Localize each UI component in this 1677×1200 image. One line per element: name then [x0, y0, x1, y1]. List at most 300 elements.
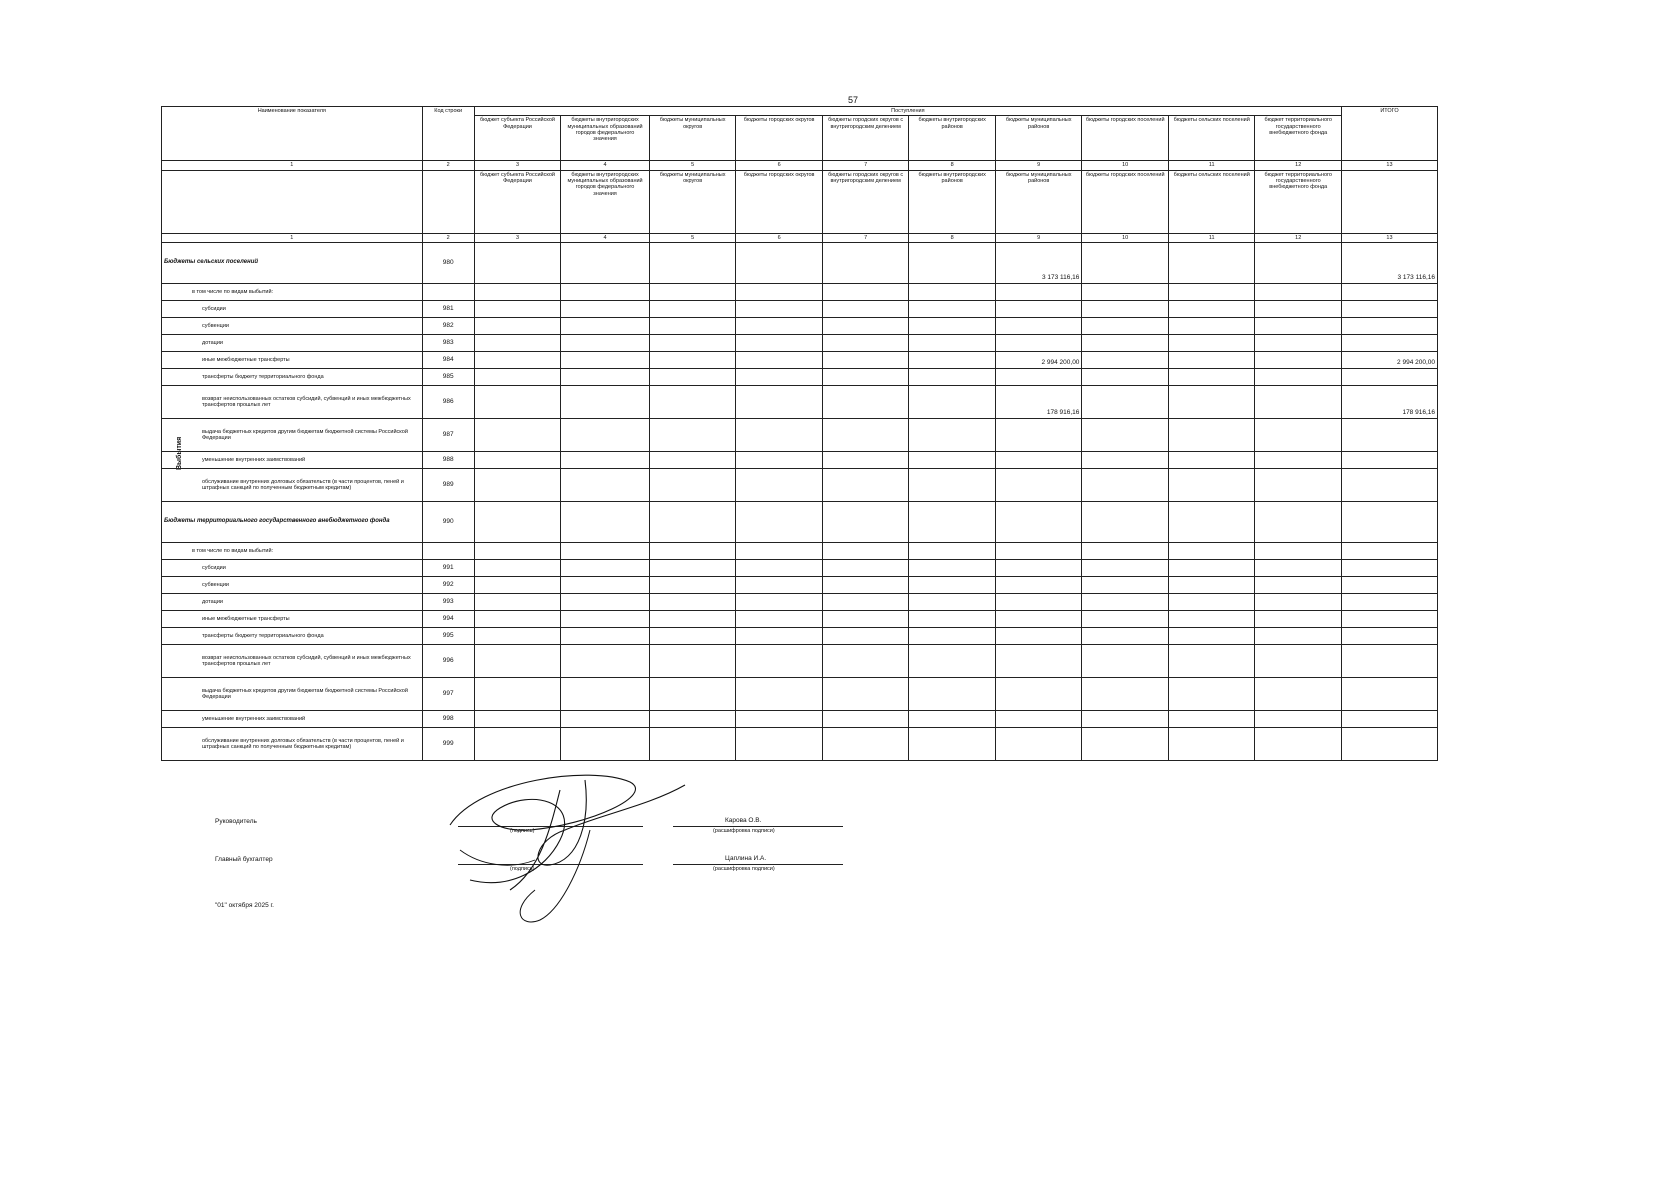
empty-cell: [1341, 300, 1437, 317]
empty-cell: [1255, 501, 1342, 542]
budget-column-header: бюджеты внутригородских муниципальных образований городов федерального значения: [561, 170, 650, 233]
table-row: [162, 542, 1438, 559]
row-name: дотации: [162, 334, 423, 351]
empty-cell: [736, 385, 823, 418]
empty-cell: [1082, 710, 1169, 727]
empty-cell: [474, 710, 561, 727]
empty-cell: [649, 317, 736, 334]
empty-cell: [1082, 283, 1169, 300]
accountant-sig-caption: (подпись): [510, 866, 535, 872]
total-column-header: ИТОГО: [1341, 107, 1437, 161]
empty-cell: [909, 559, 996, 576]
empty-cell: [995, 501, 1082, 542]
column-number: 10: [1082, 233, 1169, 242]
table-row: [162, 451, 1438, 468]
empty-cell: [909, 242, 996, 283]
empty-cell: [909, 418, 996, 451]
empty-cell: [1341, 334, 1437, 351]
empty-cell: [561, 627, 650, 644]
row-code: 994: [422, 610, 474, 627]
column-number: 11: [1168, 161, 1255, 170]
empty-cell: [649, 593, 736, 610]
name-column-header: Наименование показателя: [162, 107, 423, 161]
empty-cell: [649, 385, 736, 418]
row-code: 986: [422, 385, 474, 418]
empty-cell: [1255, 351, 1342, 368]
column-number: 9: [995, 161, 1082, 170]
total-column-header: [1341, 170, 1437, 233]
empty-cell: [561, 368, 650, 385]
empty-cell: [1255, 677, 1342, 710]
row-code: 985: [422, 368, 474, 385]
empty-cell: [1168, 283, 1255, 300]
empty-cell: [1168, 242, 1255, 283]
empty-cell: [995, 300, 1082, 317]
empty-cell: [909, 317, 996, 334]
row-name: субсидии: [162, 559, 423, 576]
column-number: 13: [1341, 233, 1437, 242]
empty-cell: [474, 242, 561, 283]
empty-cell: [1168, 559, 1255, 576]
empty-cell: [1341, 418, 1437, 451]
empty-cell: [1341, 468, 1437, 501]
empty-cell: [561, 710, 650, 727]
table-row: [162, 677, 1438, 710]
empty-cell: [736, 300, 823, 317]
empty-cell: [822, 351, 909, 368]
budget-column-header: бюджеты внутригородских муниципальных образований городов федерального значения: [561, 116, 650, 161]
row-name: возврат неиспользованных остатков субсидий, субвенций и иных межбюджетных трансфертов прошлых лет: [162, 644, 423, 677]
empty-cell: [1082, 542, 1169, 559]
empty-cell: [736, 451, 823, 468]
empty-cell: [561, 559, 650, 576]
table-row: [162, 418, 1438, 451]
row-code: 989: [422, 468, 474, 501]
empty-cell: [995, 710, 1082, 727]
empty-cell: [1168, 334, 1255, 351]
empty-cell: [1168, 677, 1255, 710]
empty-cell: [736, 627, 823, 644]
empty-cell: [474, 317, 561, 334]
empty-cell: [1082, 677, 1169, 710]
empty-cell: [1255, 542, 1342, 559]
empty-cell: [736, 418, 823, 451]
empty-cell: [561, 418, 650, 451]
row-code: 996: [422, 644, 474, 677]
empty-cell: [1082, 334, 1169, 351]
empty-cell: [561, 300, 650, 317]
empty-cell: [561, 451, 650, 468]
table-row: [162, 368, 1438, 385]
empty-cell: [1341, 451, 1437, 468]
budget-column-header: бюджеты муниципальных районов: [995, 170, 1082, 233]
empty-cell: [1082, 644, 1169, 677]
empty-cell: [1082, 559, 1169, 576]
empty-cell: [561, 677, 650, 710]
empty-cell: [1341, 559, 1437, 576]
empty-cell: [649, 242, 736, 283]
empty-cell: [474, 334, 561, 351]
empty-cell: [995, 283, 1082, 300]
budget-column-header: бюджеты муниципальных районов: [995, 116, 1082, 161]
amount-cell: 3 173 116,16: [995, 242, 1082, 283]
amount-cell: 178 916,16: [1341, 385, 1437, 418]
budget-column-header: бюджеты муниципальных округов: [649, 170, 736, 233]
empty-cell: [909, 627, 996, 644]
empty-cell: [736, 593, 823, 610]
empty-cell: [1255, 576, 1342, 593]
table-row: [162, 468, 1438, 501]
empty-cell: [909, 368, 996, 385]
empty-cell: [736, 468, 823, 501]
empty-cell: [1255, 317, 1342, 334]
table-row: [162, 610, 1438, 627]
row-code: 995: [422, 627, 474, 644]
empty-cell: [474, 727, 561, 760]
row-code: [422, 542, 474, 559]
empty-cell: [649, 559, 736, 576]
empty-cell: [561, 242, 650, 283]
row-code: 982: [422, 317, 474, 334]
empty-cell: [995, 644, 1082, 677]
column-number: 5: [649, 233, 736, 242]
empty-cell: [1255, 710, 1342, 727]
accountant-label: Главный бухгалтер: [215, 856, 273, 863]
empty-cell: [736, 368, 823, 385]
accountant-name: Цаплина И.А.: [725, 855, 767, 862]
empty-cell: [1168, 627, 1255, 644]
empty-cell: [1082, 418, 1169, 451]
empty-cell: [736, 727, 823, 760]
empty-cell: [1168, 317, 1255, 334]
section-row: [162, 242, 1438, 283]
empty-cell: [995, 334, 1082, 351]
empty-cell: [909, 385, 996, 418]
empty-cell: [649, 300, 736, 317]
empty-cell: [1168, 451, 1255, 468]
empty-cell: [561, 283, 650, 300]
budget-column-header: бюджеты городских округов: [736, 170, 823, 233]
code-column-header: Код строки: [422, 107, 474, 161]
empty-cell: [736, 283, 823, 300]
empty-cell: [1168, 300, 1255, 317]
table-row: [162, 593, 1438, 610]
empty-cell: [736, 317, 823, 334]
empty-cell: [649, 627, 736, 644]
empty-cell: [822, 542, 909, 559]
empty-cell: [649, 501, 736, 542]
header-row: [162, 107, 1438, 116]
handwritten-signature: [440, 770, 690, 930]
empty-cell: [1168, 385, 1255, 418]
empty-cell: [649, 542, 736, 559]
empty-cell: [995, 451, 1082, 468]
table-row: [162, 317, 1438, 334]
empty-cell: [649, 710, 736, 727]
budget-column-header: бюджеты сельских поселений: [1168, 170, 1255, 233]
empty-cell: [822, 242, 909, 283]
empty-cell: [822, 627, 909, 644]
empty-cell: [1341, 677, 1437, 710]
empty-cell: [909, 468, 996, 501]
row-name: выдача бюджетных кредитов другим бюджетам бюджетной системы Российской Федерации: [162, 418, 423, 451]
empty-cell: [1082, 576, 1169, 593]
report-date: "01" октября 2025 г.: [215, 902, 274, 909]
empty-cell: [561, 334, 650, 351]
empty-cell: [995, 576, 1082, 593]
empty-cell: [649, 644, 736, 677]
empty-cell: [474, 418, 561, 451]
table-row: [162, 385, 1438, 418]
budget-column-header: бюджеты городских округов с внутригородским делением: [822, 116, 909, 161]
column-number: 2: [422, 161, 474, 170]
row-name: субвенции: [162, 576, 423, 593]
empty-cell: [822, 334, 909, 351]
empty-cell: [561, 593, 650, 610]
empty-cell: [1168, 542, 1255, 559]
side-label-outflows: Выбытия: [176, 436, 183, 470]
row-code: [422, 283, 474, 300]
empty-cell: [474, 351, 561, 368]
row-name: выдача бюджетных кредитов другим бюджетам бюджетной системы Российской Федерации: [162, 677, 423, 710]
column-number: 9: [995, 233, 1082, 242]
empty-cell: [561, 727, 650, 760]
empty-cell: [1341, 727, 1437, 760]
empty-cell: [474, 576, 561, 593]
empty-cell: [561, 385, 650, 418]
empty-cell: [909, 542, 996, 559]
empty-cell: [995, 368, 1082, 385]
row-code: 983: [422, 334, 474, 351]
empty-cell: [649, 576, 736, 593]
column-number: 6: [736, 233, 823, 242]
budget-column-header: бюджет субъекта Российской Федерации: [474, 116, 561, 161]
empty-cell: [1082, 368, 1169, 385]
table-row: [162, 644, 1438, 677]
empty-cell: [1082, 727, 1169, 760]
row-code: 987: [422, 418, 474, 451]
amount-cell: 2 994 200,00: [995, 351, 1082, 368]
row-name: иные межбюджетные трансферты: [162, 610, 423, 627]
empty-cell: [1168, 644, 1255, 677]
empty-cell: [995, 593, 1082, 610]
row-name: обслуживание внутренних долговых обязательств (в части процентов, пеней и штрафных санкций по полученным бюджетным кредитам): [162, 727, 423, 760]
empty-cell: [1082, 501, 1169, 542]
row-code: 990: [422, 501, 474, 542]
empty-cell: [822, 644, 909, 677]
empty-cell: [736, 610, 823, 627]
empty-cell: [1082, 610, 1169, 627]
empty-cell: [474, 559, 561, 576]
header-row: [162, 170, 1438, 233]
empty-cell: [1341, 283, 1437, 300]
table-row: [162, 627, 1438, 644]
empty-cell: [561, 468, 650, 501]
row-name: в том числе по видам выбытий:: [162, 283, 423, 300]
row-code: 988: [422, 451, 474, 468]
column-number: 5: [649, 161, 736, 170]
empty-cell: [1255, 593, 1342, 610]
empty-cell: [1255, 610, 1342, 627]
empty-cell: [1341, 610, 1437, 627]
empty-cell: [822, 710, 909, 727]
table-row: [162, 576, 1438, 593]
empty-cell: [561, 644, 650, 677]
amount-cell: 3 173 116,16: [1341, 242, 1437, 283]
head-name: Карова О.В.: [725, 817, 762, 824]
row-code: 999: [422, 727, 474, 760]
empty-cell: [1168, 593, 1255, 610]
empty-cell: [995, 468, 1082, 501]
empty-cell: [1082, 385, 1169, 418]
empty-cell: [474, 468, 561, 501]
empty-cell: [474, 368, 561, 385]
table-row: [162, 710, 1438, 727]
empty-cell: [474, 593, 561, 610]
column-number: 1: [162, 161, 423, 170]
empty-cell: [649, 677, 736, 710]
accountant-name-caption: (расшифровка подписи): [713, 866, 775, 872]
row-code: 980: [422, 242, 474, 283]
empty-cell: [1255, 644, 1342, 677]
row-code: 993: [422, 593, 474, 610]
empty-cell: [822, 576, 909, 593]
table-row: [162, 300, 1438, 317]
receipts-group-header: Поступления: [474, 107, 1341, 116]
empty-cell: [1168, 727, 1255, 760]
budget-column-header: бюджеты внутригородских районов: [909, 170, 996, 233]
empty-cell: [1082, 242, 1169, 283]
column-number: 12: [1255, 161, 1342, 170]
budget-column-header: бюджеты внутригородских районов: [909, 116, 996, 161]
empty-cell: [649, 368, 736, 385]
row-name: Бюджеты сельских поселений: [162, 242, 423, 283]
table-row: [162, 334, 1438, 351]
empty-cell: [474, 542, 561, 559]
row-name: уменьшение внутренних заимствований: [162, 451, 423, 468]
empty-cell: [1255, 300, 1342, 317]
empty-cell: [909, 644, 996, 677]
budget-column-header: бюджеты городских поселений: [1082, 170, 1169, 233]
empty-cell: [1341, 501, 1437, 542]
budget-column-header: бюджет субъекта Российской Федерации: [474, 170, 561, 233]
empty-cell: [822, 501, 909, 542]
empty-cell: [1341, 368, 1437, 385]
name-column-header: [162, 170, 423, 233]
empty-cell: [822, 300, 909, 317]
report-table: [161, 106, 1438, 761]
column-number-row: [162, 233, 1438, 242]
empty-cell: [995, 559, 1082, 576]
budget-column-header: бюджеты городских поселений: [1082, 116, 1169, 161]
empty-cell: [909, 677, 996, 710]
empty-cell: [822, 368, 909, 385]
empty-cell: [474, 644, 561, 677]
column-number: 1: [162, 233, 423, 242]
empty-cell: [1255, 468, 1342, 501]
budget-column-header: бюджеты городских округов: [736, 116, 823, 161]
empty-cell: [995, 627, 1082, 644]
empty-cell: [649, 283, 736, 300]
empty-cell: [736, 542, 823, 559]
head-name-caption: (расшифровка подписи): [713, 828, 775, 834]
empty-cell: [1341, 576, 1437, 593]
column-number: 13: [1341, 161, 1437, 170]
empty-cell: [649, 351, 736, 368]
empty-cell: [909, 300, 996, 317]
empty-cell: [1255, 559, 1342, 576]
empty-cell: [995, 727, 1082, 760]
budget-column-header: бюджеты муниципальных округов: [649, 116, 736, 161]
table-row: [162, 351, 1438, 368]
empty-cell: [822, 610, 909, 627]
empty-cell: [649, 610, 736, 627]
empty-cell: [1082, 317, 1169, 334]
column-number: 4: [561, 233, 650, 242]
empty-cell: [1082, 468, 1169, 501]
empty-cell: [1168, 610, 1255, 627]
empty-cell: [1082, 627, 1169, 644]
head-sig-caption: (подпись): [510, 828, 535, 834]
row-name: иные межбюджетные трансферты: [162, 351, 423, 368]
empty-cell: [1168, 418, 1255, 451]
empty-cell: [1255, 334, 1342, 351]
empty-cell: [909, 710, 996, 727]
row-name: трансферты бюджету территориального фонда: [162, 627, 423, 644]
empty-cell: [1082, 593, 1169, 610]
column-number: 8: [909, 233, 996, 242]
table-row: [162, 727, 1438, 760]
column-number: 2: [422, 233, 474, 242]
row-name: субсидии: [162, 300, 423, 317]
row-code: 991: [422, 559, 474, 576]
empty-cell: [1255, 385, 1342, 418]
empty-cell: [736, 710, 823, 727]
empty-cell: [909, 610, 996, 627]
budget-column-header: бюджет территориального государственного внебюджетного фонда: [1255, 170, 1342, 233]
empty-cell: [1082, 351, 1169, 368]
row-code: 998: [422, 710, 474, 727]
column-number: 3: [474, 233, 561, 242]
empty-cell: [822, 451, 909, 468]
empty-cell: [1168, 468, 1255, 501]
empty-cell: [736, 559, 823, 576]
row-name: возврат неиспользованных остатков субсидий, субвенций и иных межбюджетных трансфертов прошлых лет: [162, 385, 423, 418]
empty-cell: [736, 644, 823, 677]
empty-cell: [1168, 710, 1255, 727]
empty-cell: [1341, 644, 1437, 677]
empty-cell: [474, 385, 561, 418]
row-name: в том числе по видам выбытий:: [162, 542, 423, 559]
column-number: 10: [1082, 161, 1169, 170]
budget-column-header: бюджеты сельских поселений: [1168, 116, 1255, 161]
empty-cell: [561, 351, 650, 368]
head-name-line: [673, 826, 843, 827]
empty-cell: [1341, 542, 1437, 559]
empty-cell: [1341, 593, 1437, 610]
column-number: 7: [822, 233, 909, 242]
empty-cell: [561, 317, 650, 334]
column-number: 8: [909, 161, 996, 170]
empty-cell: [561, 542, 650, 559]
row-name: трансферты бюджету территориального фонда: [162, 368, 423, 385]
row-name: Бюджеты территориального государственного внебюджетного фонда: [162, 501, 423, 542]
column-number: 4: [561, 161, 650, 170]
empty-cell: [649, 334, 736, 351]
empty-cell: [995, 677, 1082, 710]
empty-cell: [1255, 627, 1342, 644]
row-code: 984: [422, 351, 474, 368]
